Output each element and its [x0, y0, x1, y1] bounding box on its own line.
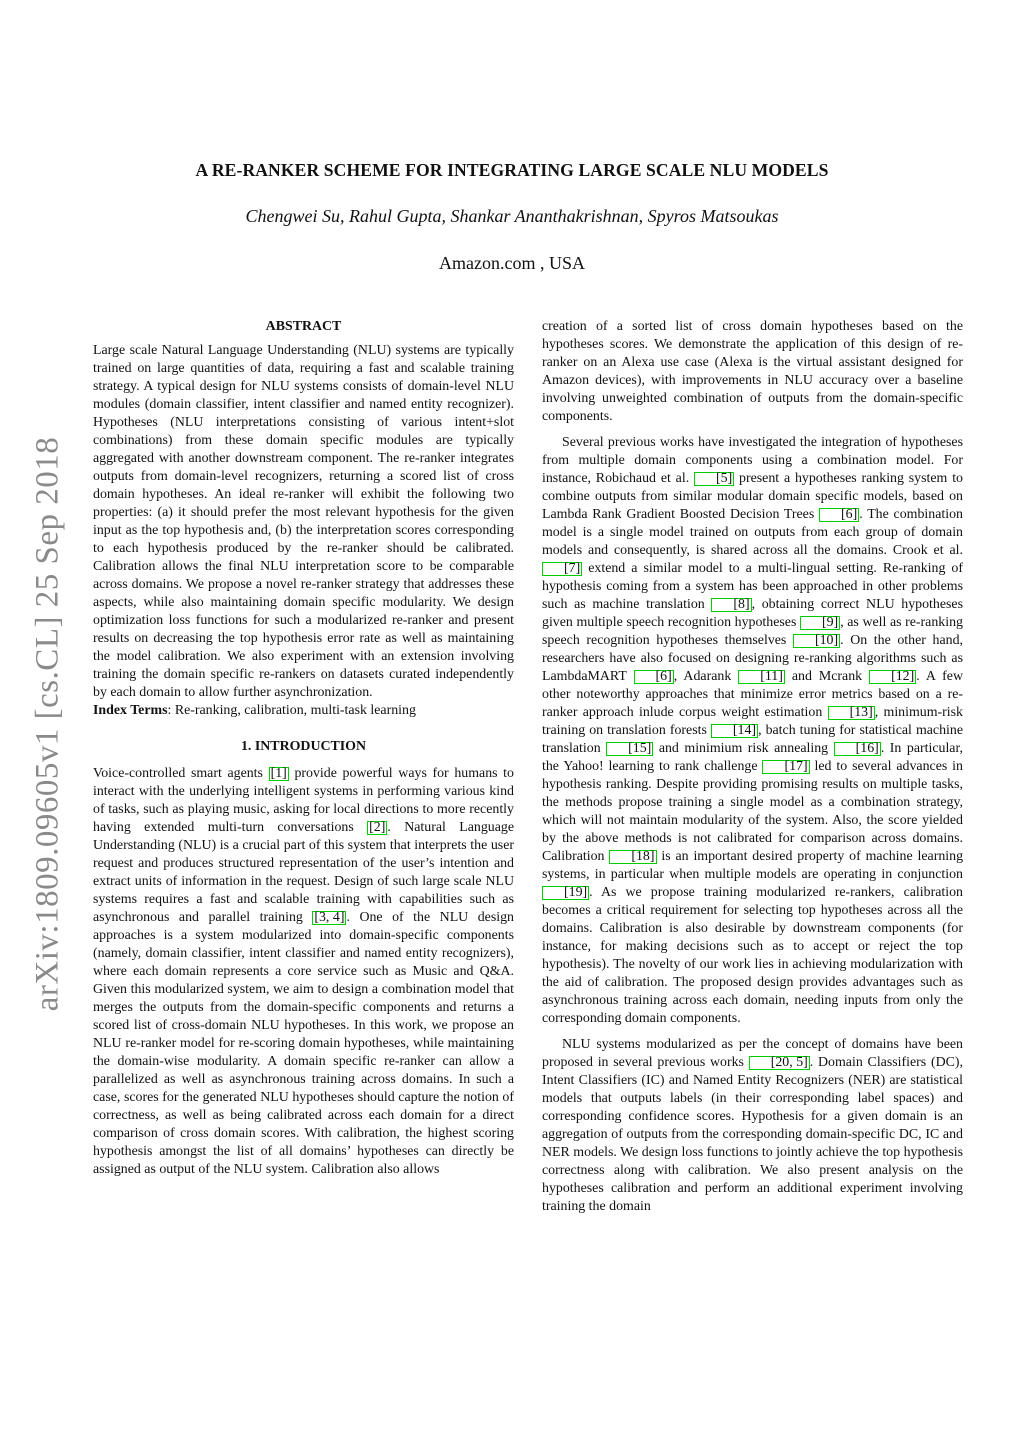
- right-paragraph-3: [542, 1036, 963, 1216]
- abstract-body: Large scale Natural Language Understanding (NLU) systems are typically trained on large quantities of data, requiring a fast and scalable training strategy. A typical design for NLU systems consists of domain-level NLU modules (domain classifier, intent classifier and named entity recognizer). Hypotheses (NLU interpretations consisting of various intent+slot combinations) from these domain specific modules are typically aggregated with another downstream component. The re-ranker integrates outputs from domain-level recognizers, returning a scored list of cross domain hypotheses. An ideal re-ranker will exhibit the following two properties: (a) it should prefer the most relevant hypothesis for the given input as the top hypothesis and, (b) the interpretation scores corresponding to each hypothesis produced by the re-ranker should be calibrated. Calibration allows the final NLU interpretation score to be comparable across domains. We propose a novel re-ranker strategy that addresses these aspects, while also maintaining domain specific modularity. We design optimization loss functions for such a modularized re-ranker and present results on decreasing the top hypothesis error rate as well as maintaining the model calibration. We also experiment with an extension involving training the domain specific re-rankers on datasets curated independently by each domain to allow further asynchronization.: [93, 343, 514, 700]
- text-run: . Natural Language Understanding (NLU) is a crucial part of this system that interprets the user request and produces structured representation of the user’s intention and extract units of information in the request. Design of such large scale NLU systems requires a fast and scalable training with capabilities such as asynchronous and parallel training: [93, 820, 514, 925]
- text-run: is an important desired property of machine learning systems, in particular when multiple models are operating in conjunction: [542, 849, 964, 882]
- citation-link[interactable]: [10]: [793, 634, 840, 648]
- text-run: . Domain Classifiers (DC), Intent Classifiers (IC) and Named Entity Recognizers (NER) are statistical models that outputs labels (in their corresponding label spaces) and corresponding confidence scores. Hypothesis for a given domain is an aggregation of outputs from the corresponding domain-specific DC, IC and NER models. We design loss functions to jointly achieve the top hypothesis correctness along with calibration. We also present analysis on the hypotheses calibration and perform an additional experiment involving training the domain: [542, 1055, 963, 1214]
- citation-link[interactable]: [16]: [834, 742, 881, 756]
- citation-link[interactable]: [5]: [694, 472, 734, 486]
- right-paragraph-1: creation of a sorted list of cross domain hypotheses based on the hypotheses scores. We demonstrate the application of this design of re-ranker on an Alexa use case (Alexa is the virtual assistant designed for Amazon devices), with improvements in NLU accuracy over a baseline involving unweighted combination of outputs from the domain-specific components.: [542, 319, 963, 424]
- arxiv-stamp-text: arXiv:1809.09605v1 [cs.CL] 25 Sep 2018: [29, 436, 66, 1012]
- citation-link[interactable]: [8]: [711, 598, 751, 612]
- text-run: . One of the NLU design approaches is a system modularized into domain-specific components (namely, domain classifier, intent classifier and named entity recognizers), where each domain represents a core service such as Music and Q&A. Given this modularized system, we aim to design a combination model that merges the outputs from the domain-specific components and returns a scored list of cross-domain NLU hypotheses. In this work, we propose an NLU re-ranker model for re-scoring domain hypotheses, while maintaining the domain-wise modularity. A domain specific re-ranker can allow a parallelized as well as asynchronous training across domains. In such a case, scores for the generated NLU hypotheses should capture the notion of correctness, as well as being calibrated across each domain for a direct comparison of cross domain scores. With calibration, the highest scoring hypothesis amongst the list of all domains’ hypotheses can directly be assigned as output of the NLU system. Calibration also allows: [93, 910, 514, 1177]
- text-run: , batch tuning for statistical machine translation: [542, 723, 963, 756]
- text-run: and minimium risk annealing: [653, 741, 834, 756]
- text-run: . On the other hand, researchers have also focused on designing re-ranking algorithms such as LambdaMART: [542, 633, 963, 684]
- citation-link[interactable]: [19]: [542, 886, 589, 900]
- text-run: . In particular, the Yahoo! learning to rank challenge: [542, 741, 964, 774]
- right-column: [542, 318, 963, 1216]
- intro-heading: 1. INTRODUCTION: [240, 739, 367, 754]
- left-column: [93, 318, 514, 1179]
- text-run: provide powerful ways for humans to interact with the underlying intelligent systems in performing various kind of tasks, such as playing music, asking for local directions to more recently having extended multi-turn conversations: [93, 766, 514, 835]
- citation-link[interactable]: [11]: [738, 670, 785, 684]
- paper-affiliation: Amazon.com , USA: [439, 253, 585, 273]
- text-run: NLU systems modularized as per the concept of domains have been proposed in several previous works: [542, 1037, 963, 1070]
- text-run: . A few other noteworthy approaches that minimize error metrics based on a re-ranker approach inlude corpus weight estimation: [542, 669, 963, 720]
- text-run: , minimum-risk training on translation forests: [542, 705, 964, 738]
- abstract-heading: ABSTRACT: [265, 319, 342, 334]
- text-run: Several previous works have investigated the integration of hypotheses from multiple domain components using a combination model. For instance, Robichaud et al.: [542, 435, 963, 486]
- citation-link[interactable]: [13]: [828, 706, 875, 720]
- text-run: Voice-controlled smart agents: [93, 766, 269, 781]
- citation-link[interactable]: [20, 5]: [749, 1056, 810, 1070]
- citation-link[interactable]: [12]: [869, 670, 916, 684]
- text-run: , as well as re-ranking speech recognition hypotheses themselves: [542, 615, 963, 648]
- intro-paragraph-1: [93, 765, 514, 1179]
- text-run: , Adarank: [673, 669, 739, 684]
- text-run: . The combination model is a single model trained on outputs from each group of domain models and consequently, is shared across all the domains. Crook et al.: [542, 507, 963, 558]
- text-run: led to several advances in hypothesis ranking. Despite providing promising results on multiple tasks, the methods propose training a single model as a combination strategy, which will not maintain modularity of the system. Also, the score yielded by the above methods is not calibrated for comparison across domains. Calibration: [542, 759, 963, 864]
- citation-link[interactable]: [6]: [634, 670, 674, 684]
- right-paragraph-2: [542, 434, 963, 1028]
- text-run: . As we propose training modularized re-rankers, calibration becomes a critical requirement for selecting top hypotheses across all the domains. Calibration is also desirable by downstream components (for instance, for making decisions such as to accept or reject the top hypothesis). The novelty of our work lies in achieving modularization with the aid of calibration. The proposed design provides advantages such as asynchronous training across each domain, needing inputs from only the corresponding domain components.: [542, 885, 963, 1026]
- index-terms-text: : Re-ranking, calibration, multi-task learning: [167, 703, 416, 718]
- citation-link[interactable]: [2]: [369, 820, 386, 835]
- index-terms-label: Index Terms: [93, 703, 168, 718]
- index-terms: [93, 702, 514, 720]
- citation-link[interactable]: [18]: [609, 850, 656, 864]
- citation-link[interactable]: [14]: [711, 724, 758, 738]
- text-run: present a hypotheses ranking system to combine outputs from similar modular domain specific models, based on Lambda Rank Gradient Boosted Decision Trees: [542, 471, 963, 522]
- citation-link[interactable]: [9]: [800, 616, 840, 630]
- citation-link[interactable]: [3, 4]: [314, 910, 345, 925]
- paper-authors: Chengwei Su, Rahul Gupta, Shankar Ananthakrishnan, Spyros Matsoukas: [245, 206, 779, 226]
- citation-link[interactable]: [15]: [606, 742, 653, 756]
- text-run: extend a similar model to a multi-lingual setting. Re-ranking of hypothesis coming from a system has been approached in other problems such as machine translation: [542, 561, 963, 612]
- citation-link[interactable]: [6]: [819, 508, 859, 522]
- citation-link[interactable]: [1]: [270, 766, 287, 781]
- paper-title: A RE-RANKER SCHEME FOR INTEGRATING LARGE SCALE NLU MODELS: [195, 160, 829, 180]
- citation-link[interactable]: [17]: [762, 760, 809, 774]
- text-run: , obtaining correct NLU hypotheses given multiple speech recognition hypotheses: [542, 597, 963, 630]
- citation-link[interactable]: [7]: [542, 562, 582, 576]
- text-run: and Mcrank: [784, 669, 870, 684]
